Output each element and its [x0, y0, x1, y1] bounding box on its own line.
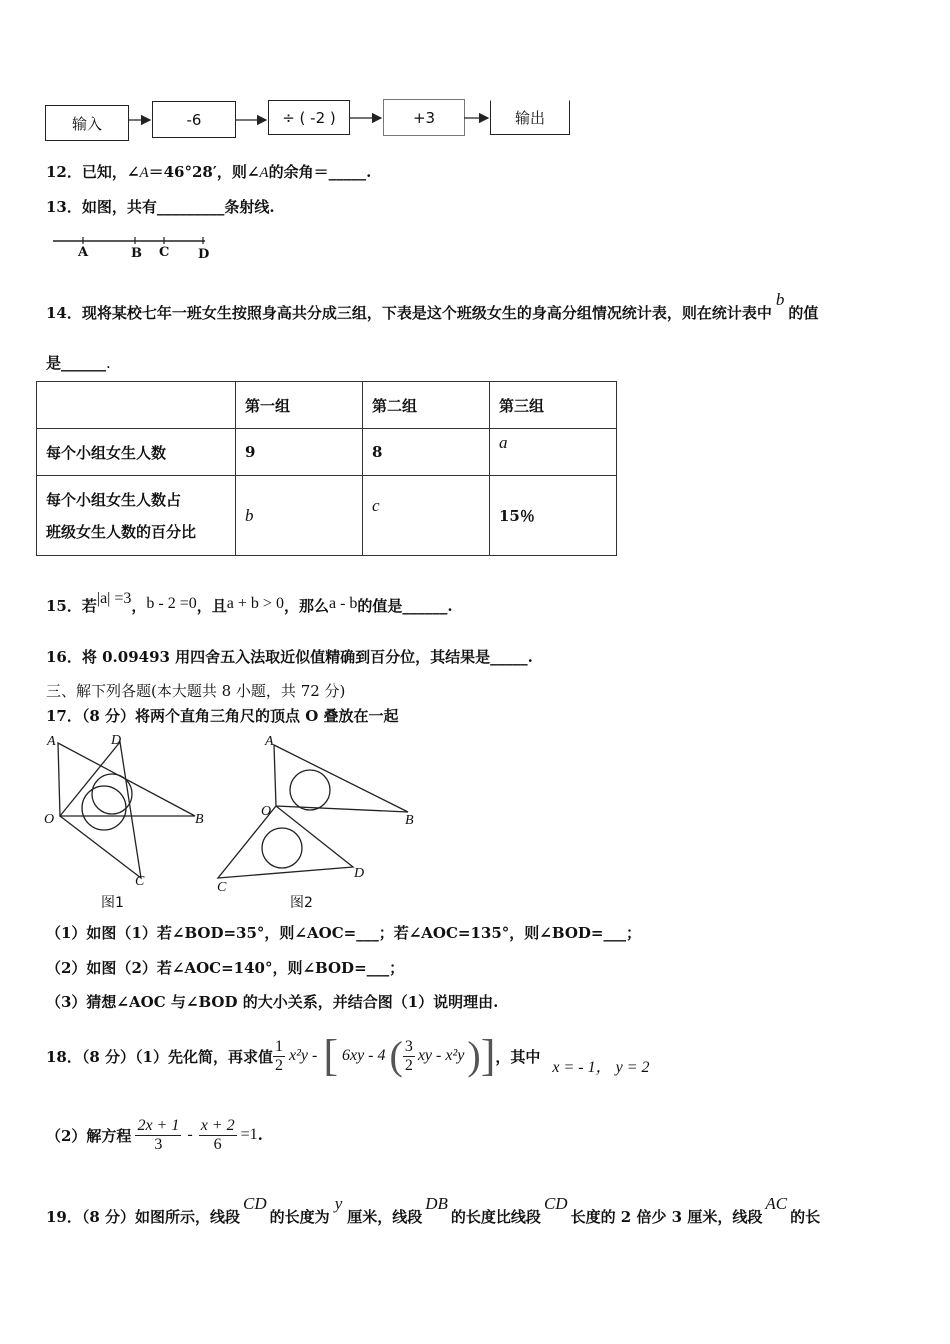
q18-frac1-den: 2 — [274, 1056, 283, 1074]
table-header-row — [37, 382, 617, 429]
q19-t1: 的长度为 — [269, 1208, 330, 1226]
q19-var-ac: AC — [765, 1194, 788, 1213]
table-row — [37, 429, 617, 476]
table-cell: a — [490, 429, 617, 476]
q12-var-1: A — [139, 165, 149, 181]
q18-eq-num2: x + 2 — [200, 1116, 235, 1134]
row2-label-line2: 班级女生人数的百分比 — [46, 522, 197, 541]
q18-eq-den2: 6 — [213, 1135, 222, 1153]
q18-frac2-den: 2 — [404, 1056, 413, 1074]
ray-point-c: C — [159, 245, 170, 260]
q15-blank: ______ — [402, 597, 448, 615]
q19-t4: 长度的 2 倍少 3 厘米，线段 — [570, 1208, 763, 1226]
question-13 — [46, 196, 275, 217]
table-cell: b — [236, 476, 363, 556]
q18-mid: ，其中 — [495, 1047, 541, 1066]
question-15 — [46, 590, 453, 616]
table-header-cell: 第一组 — [236, 382, 363, 429]
q18-paren-close: ) — [467, 1033, 481, 1078]
flow-input-label: 输入 — [71, 114, 102, 133]
fig2-label-d: D — [354, 866, 365, 881]
q12-text-c: 的余角＝ — [268, 163, 329, 181]
q18-expr2: 6xy - 4 — [341, 1047, 386, 1064]
q17-part2: （2）如图（2）若∠AOC=140°，则∠BOD=___； — [46, 959, 405, 977]
q19-prefix: 19．（8 分）如图所示，线段 — [46, 1208, 241, 1226]
q19-t2: 厘米，线段 — [347, 1208, 423, 1226]
q18-eq-rhs: =1 — [240, 1126, 258, 1143]
q15-expr: a - b — [328, 595, 358, 612]
q15-cond3: a + b > 0 — [226, 595, 284, 612]
q12-text-b: ＝46°28′，则∠ — [148, 163, 260, 181]
question-14-line2 — [46, 352, 111, 373]
q13-end: 条射线. — [224, 198, 275, 216]
q17-part1: （1）如图（1）若∠BOD=35°，则∠AOC=___；若∠AOC=135°，则∠BOD=___； — [46, 924, 641, 942]
q14-var-b: b — [775, 290, 785, 309]
question-14-line1 — [46, 290, 819, 323]
ray-point-b: B — [131, 246, 142, 261]
fig2-caption: 图2 — [290, 895, 313, 911]
fig1-label-a: A — [47, 734, 56, 749]
table-cell — [37, 476, 236, 556]
fig1-label-b: B — [195, 812, 204, 827]
q14-blank: ______ — [61, 354, 107, 372]
row2-label-line1: 每个小组女生人数占 — [46, 490, 182, 509]
q15-cond1: |a| =3 — [96, 590, 132, 607]
q19-var-y: y — [334, 1194, 343, 1213]
question-18-part1 — [46, 1027, 650, 1085]
q19-var-cd-2: CD — [543, 1194, 568, 1213]
q18-paren-open: ( — [389, 1033, 403, 1078]
q12-blank: _____ — [328, 163, 367, 181]
q14-line1-end: 的值 — [788, 304, 819, 322]
q18-bracket-open: [ — [323, 1031, 338, 1080]
question-17-title: 17．（8 分）将两个直角三角尺的顶点 O 叠放在一起 — [46, 707, 399, 725]
flow-arrows — [0, 0, 950, 160]
q19-var-db: DB — [425, 1194, 448, 1213]
flow-step3-label: +3 — [412, 108, 436, 127]
q14-line1: 14．现将某校七年一班女生按照身高共分成三组，下表是这个班级女生的身高分组情况统计表，则在统计表中 — [46, 304, 772, 322]
height-stat-table — [36, 381, 617, 556]
q17-part3: （3）猜想∠AOC 与∠BOD 的大小关系，并结合图（1）说明理由. — [46, 993, 499, 1011]
q16-text: 16．将 0.09493 用四舍五入法取近似值精确到百分位，其结果是 — [46, 648, 491, 666]
q13-text: 13．如图，共有 — [46, 198, 157, 216]
fig1-label-c: C — [135, 874, 145, 889]
q14-end: . — [106, 354, 111, 372]
table-header-cell — [37, 382, 236, 429]
flow-step2-label: ÷ ( -2 ) — [282, 108, 336, 127]
question-19 — [46, 1194, 821, 1227]
q18-eq-end: . — [257, 1126, 263, 1144]
q18-eq-minus: - — [187, 1126, 193, 1143]
fig2-label-b: B — [405, 813, 414, 828]
q15-suffix: 的值是 — [357, 597, 403, 615]
table-cell: 每个小组女生人数 — [37, 429, 236, 476]
section-3-heading: 三、解下列各题(本大题共 8 小题，共 72 分) — [46, 682, 346, 700]
q12-end: . — [366, 163, 372, 181]
q19-t5: 的长 — [790, 1208, 821, 1226]
ray-point-a: A — [78, 245, 89, 260]
q18-bracket-close: ] — [480, 1031, 496, 1080]
q12-var-2: A — [259, 165, 269, 181]
table-cell: 15％ — [490, 476, 617, 556]
fig2-label-a: A — [265, 734, 274, 749]
q13-blank: _________ — [156, 198, 225, 216]
table-cell: c — [363, 476, 490, 556]
question-18-part2 — [46, 1106, 263, 1164]
fig1-label-d: D — [111, 733, 122, 748]
q18-cond: x = - 1， y = 2 — [552, 1058, 650, 1076]
table-row — [37, 476, 617, 556]
q18-expr1: x²y - — [288, 1047, 318, 1064]
q18-eq-frac2 — [199, 1117, 237, 1154]
q15-sep3: ，那么 — [283, 597, 329, 615]
q18-eq-frac1 — [135, 1117, 181, 1154]
q18-p2-prefix: （2）解方程 — [46, 1126, 132, 1145]
table-cell: 9 — [236, 429, 363, 476]
q12-text-a: 12．已知，∠ — [46, 163, 140, 181]
table-cell: 8 — [363, 429, 490, 476]
q16-blank: _____ — [490, 648, 528, 666]
q18-prefix: 18．（8 分）（1）先化简，再求值 — [46, 1047, 273, 1066]
q15-prefix: 15．若 — [46, 597, 97, 615]
fig1-caption: 图1 — [101, 895, 124, 911]
q14-line2: 是 — [46, 354, 62, 372]
q18-frac2-num: 3 — [404, 1037, 413, 1055]
q18-expr3: xy - x²y — [417, 1047, 465, 1064]
q18-frac1 — [273, 1038, 285, 1075]
ray-point-d: D — [198, 247, 210, 262]
q18-frac2 — [403, 1038, 415, 1075]
q18-eq-den1: 3 — [154, 1135, 163, 1153]
fig2-label-o: O — [261, 804, 272, 819]
q19-t3: 的长度比线段 — [450, 1208, 541, 1226]
triangle-figures — [40, 730, 440, 915]
q15-end: . — [447, 597, 453, 615]
q18-eq-num1: 2x + 1 — [137, 1116, 180, 1134]
q19-var-cd: CD — [243, 1194, 267, 1213]
q15-sep1: ， — [131, 597, 147, 615]
q15-cond2: b - 2 =0 — [146, 595, 197, 612]
table-header-cell: 第二组 — [363, 382, 490, 429]
fig2-label-c: C — [217, 880, 227, 895]
question-16 — [46, 646, 533, 667]
q15-sep2: ，且 — [196, 597, 227, 615]
flow-step1-label: -6 — [186, 110, 202, 129]
fig1-label-o: O — [44, 812, 55, 827]
table-header-cell: 第三组 — [490, 382, 617, 429]
q16-end: . — [527, 648, 533, 666]
flow-output-label: 输出 — [514, 109, 545, 127]
q18-frac1-num: 1 — [274, 1037, 283, 1055]
question-12 — [46, 161, 371, 182]
